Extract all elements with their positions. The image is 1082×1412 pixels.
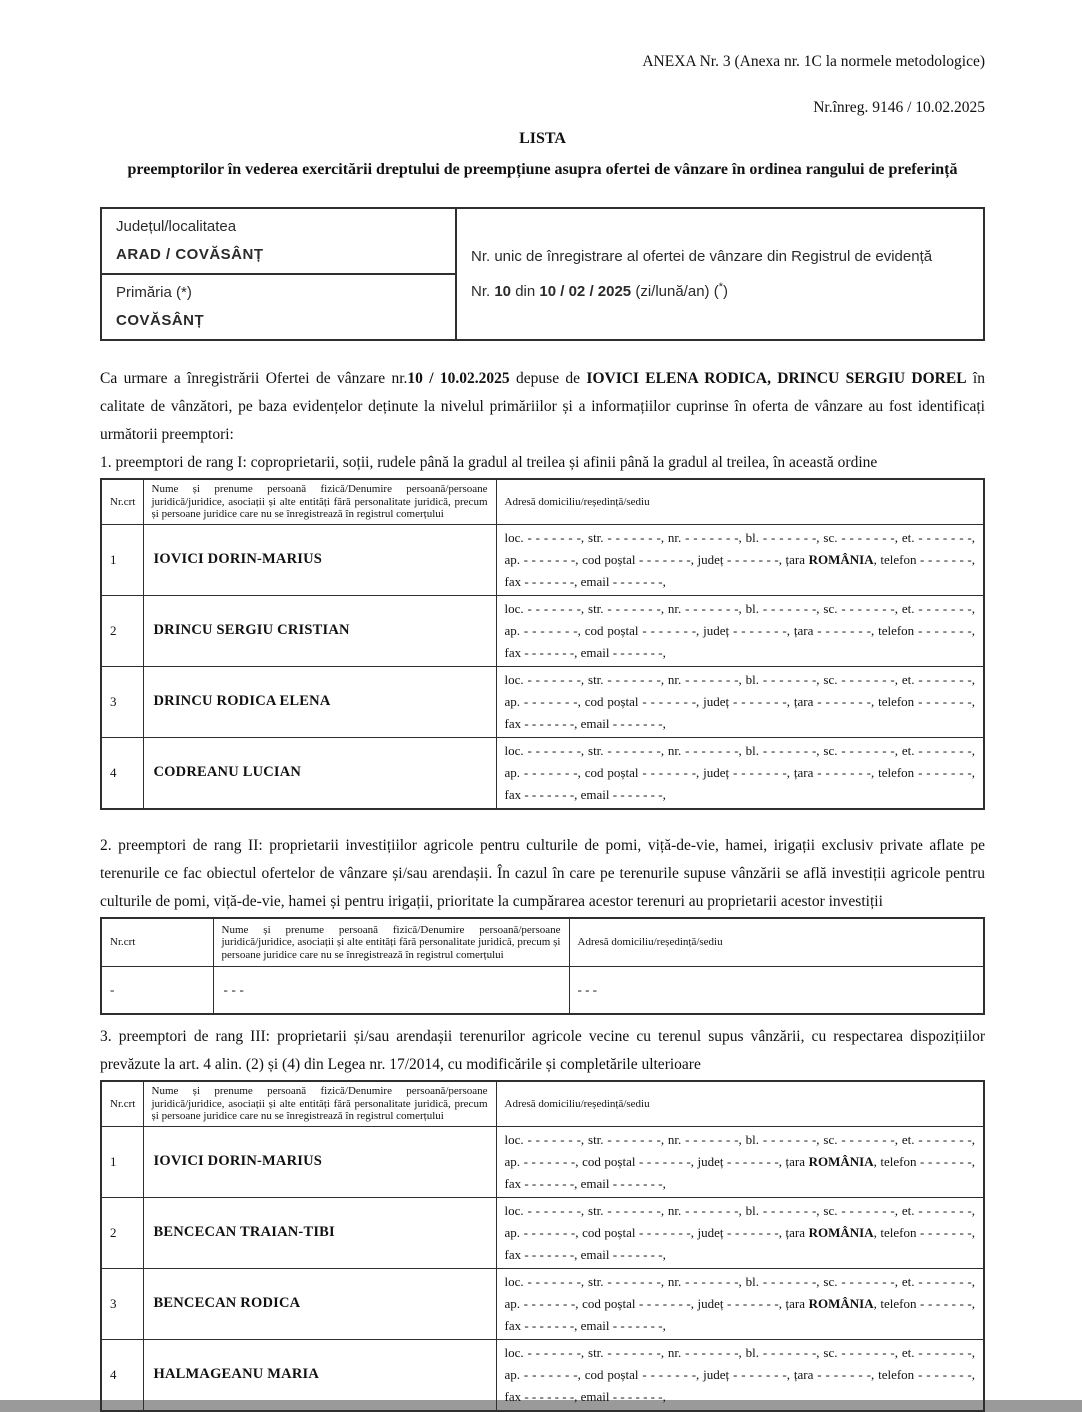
address-line-3: fax - - - - - - -, email - - - - - - -, <box>504 1317 666 1333</box>
row-number: 2 <box>101 595 143 666</box>
address-line-2 <box>505 1293 976 1315</box>
registration-info-table <box>100 207 985 341</box>
address-line-2-suffix: , telefon - - - - - - -, <box>873 1295 975 1311</box>
sellers-names: IOVICI ELENA RODICA, DRINCU SERGIU DOREL <box>586 370 967 387</box>
county-label: Județul/localitatea <box>116 218 237 235</box>
column-header-nr: Nr.crt <box>101 479 143 524</box>
unique-registration-text: Nr. unic de înregistrare al ofertei de vânzare din Registrul de evidență <box>471 248 933 265</box>
din-label: din <box>515 283 536 300</box>
preemptor-name: DRINCU SERGIU CRISTIAN <box>143 595 496 666</box>
rank2-header-row <box>101 918 984 967</box>
row-number: 4 <box>101 737 143 809</box>
cityhall-label: Primăria (*) <box>116 284 192 301</box>
registration-entry-line <box>471 273 969 306</box>
column-header-name: Nume și prenume persoană fizică/Denumire persoană/persoane juridică/juridice, asociații și alte entități fără personalitate juridică, precum și persoane juridice care nu se înregistrează în registrul comerțului <box>143 1081 496 1126</box>
rank2-row-empty <box>101 967 984 1015</box>
rank3-row-2 <box>101 1197 984 1268</box>
nr-value: 10 <box>494 283 512 300</box>
address-country: ROMÂNIA <box>808 1153 874 1169</box>
rank1-preemptors-table <box>100 478 985 810</box>
date-value: 10 / 02 / 2025 <box>539 283 632 300</box>
cityhall-cell <box>101 274 456 340</box>
address-line-1: loc. - - - - - - -, str. - - - - - - -, nr. - - - - - - -, bl. - - - - - - -, sc. - - - - - - -, et. - - - - - - -, <box>504 1344 975 1360</box>
section2-heading: 2. preemptori de rang II: proprietarii investițiilor agricole pentru culturile de pomi, viță-de-vie, hamei, irigații exclusiv private aflate pe terenurile ce fac obiectul ofertelor de vânzare și/sau arendașii. În cazul în care pe terenurile supuse vânzării se află investiții agricole pentru culturile de pomi, viță-de-vie, hamei și pentru irigații, prioritate la cumpărarea acestor terenuri au proprietarii acestor investiții <box>100 836 985 910</box>
address-line-2-prefix: ap. - - - - - - -, cod poștal - - - - - - -, județ - - - - - - -, țara <box>504 1224 809 1240</box>
footnote-close: ) <box>722 283 728 300</box>
address-country: ROMÂNIA <box>808 1295 874 1311</box>
section3-heading: 3. preemptori de rang III: proprietarii și/sau arendașii terenurilor agricole vecine cu terenul supus vânzării, cu respectarea dispozițiilor prevăzute la art. 4 alin. (2) și (4) din Legea nr. 17/2014, cu modificările și completările ulterioare <box>100 1028 985 1073</box>
preemptor-name: - - - <box>213 967 569 1015</box>
row-number: 4 <box>101 1339 143 1411</box>
address-line-3: fax - - - - - - -, email - - - - - - -, <box>504 786 666 802</box>
preemptor-address <box>496 1197 984 1268</box>
rank3-header-row <box>101 1081 984 1126</box>
row-number: 1 <box>101 1126 143 1197</box>
address-line-2 <box>505 1222 976 1244</box>
registration-number-line: Nr.înreg. 9146 / 10.02.2025 <box>813 99 985 116</box>
row-number: 2 <box>101 1197 143 1268</box>
address-country: - - - - - - - <box>817 622 871 638</box>
cityhall-value: COVĂSÂNȚ <box>116 312 205 329</box>
address-country: ROMÂNIA <box>808 551 874 567</box>
preemptor-name: CODREANU LUCIAN <box>143 737 496 809</box>
nr-label: Nr. <box>471 283 491 300</box>
address-line-2-prefix: ap. - - - - - - -, cod poștal - - - - - - -, județ - - - - - - -, țara <box>504 622 818 638</box>
date-hint: (zi/lună/an) ( <box>635 283 719 300</box>
preemptor-address <box>496 1268 984 1339</box>
address-line-1: loc. - - - - - - -, str. - - - - - - -, nr. - - - - - - -, bl. - - - - - - -, sc. - - - - - - -, et. - - - - - - -, <box>504 1273 975 1289</box>
preemptor-address <box>496 595 984 666</box>
address-line-2-prefix: ap. - - - - - - -, cod poștal - - - - - - -, județ - - - - - - -, țara <box>504 1153 809 1169</box>
address-line-2-suffix: , telefon - - - - - - -, <box>873 1153 975 1169</box>
address-line-2-suffix: , telefon - - - - - - -, <box>870 1366 975 1382</box>
rank3-row-4 <box>101 1339 984 1411</box>
address-country: - - - - - - - <box>817 693 871 709</box>
address-line-2-prefix: ap. - - - - - - -, cod poștal - - - - - - -, județ - - - - - - -, țara <box>504 551 809 567</box>
address-line-1: loc. - - - - - - -, str. - - - - - - -, nr. - - - - - - -, bl. - - - - - - -, sc. - - - - - - -, et. - - - - - - -, <box>504 1131 975 1147</box>
county-value: ARAD / COVĂSÂNȚ <box>116 246 264 263</box>
address-line-3: fax - - - - - - -, email - - - - - - -, <box>504 715 666 731</box>
row-number: 3 <box>101 666 143 737</box>
document-title: LISTA <box>519 130 566 147</box>
address-line-2 <box>505 762 976 784</box>
document-subtitle: preemptorilor în vederea exercitării dreptului de preempțiune asupra ofertei de vânzare în ordinea rangului de preferință <box>127 161 958 178</box>
column-header-nr: Nr.crt <box>101 1081 143 1126</box>
intro-mid: depuse de <box>509 370 587 387</box>
footnote-asterisk: * <box>718 281 723 293</box>
rank1-row-4 <box>101 737 984 809</box>
rank3-row-3 <box>101 1268 984 1339</box>
preemptor-name: HALMAGEANU MARIA <box>143 1339 496 1411</box>
intro-lead: Ca urmare a înregistrării Ofertei de vânzare nr. <box>100 370 408 387</box>
column-header-nr: Nr.crt <box>101 918 213 967</box>
preemptor-address <box>496 737 984 809</box>
address-line-1: loc. - - - - - - -, str. - - - - - - -, nr. - - - - - - -, bl. - - - - - - -, sc. - - - - - - -, et. - - - - - - -, <box>504 742 975 758</box>
address-line-3: fax - - - - - - -, email - - - - - - -, <box>504 573 666 589</box>
preemptor-address: - - - <box>569 967 984 1015</box>
county-cell <box>101 208 456 274</box>
column-header-address: Adresă domiciliu/reședință/sediu <box>569 918 984 967</box>
address-line-2-suffix: , telefon - - - - - - -, <box>870 622 975 638</box>
preemptor-name: BENCECAN RODICA <box>143 1268 496 1339</box>
column-header-name: Nume și prenume persoană fizică/Denumire persoană/persoane juridică/juridice, asociații și alte entități fără personalitate juridică, precum și persoane juridice care nu se înregistrează în registrul comerțului <box>143 479 496 524</box>
address-line-2-prefix: ap. - - - - - - -, cod poștal - - - - - - -, județ - - - - - - -, țara <box>504 693 818 709</box>
intro-tail: în calitate de vânzători, pe baza evidențelor deținute la nivelul primăriilor și a informațiilor cuprinse în oferta de vânzare au fost identificați următorii preemptori: <box>100 370 985 443</box>
address-line-2 <box>505 1151 976 1173</box>
address-line-2-prefix: ap. - - - - - - -, cod poștal - - - - - - -, județ - - - - - - -, țara <box>504 1295 809 1311</box>
preemptor-name: DRINCU RODICA ELENA <box>143 666 496 737</box>
rank1-row-1 <box>101 524 984 595</box>
address-line-2 <box>505 1364 976 1386</box>
address-line-1: loc. - - - - - - -, str. - - - - - - -, nr. - - - - - - -, bl. - - - - - - -, sc. - - - - - - -, et. - - - - - - -, <box>504 600 975 616</box>
preemptor-address <box>496 1339 984 1411</box>
address-line-2-prefix: ap. - - - - - - -, cod poștal - - - - - - -, județ - - - - - - -, țara <box>504 1366 818 1382</box>
preemptor-name: BENCECAN TRAIAN-TIBI <box>143 1197 496 1268</box>
address-line-2-suffix: , telefon - - - - - - -, <box>873 1224 975 1240</box>
address-country: - - - - - - - <box>817 1366 871 1382</box>
address-line-2-prefix: ap. - - - - - - -, cod poștal - - - - - - -, județ - - - - - - -, țara <box>504 764 818 780</box>
row-number: 3 <box>101 1268 143 1339</box>
address-line-3: fax - - - - - - -, email - - - - - - -, <box>504 1388 666 1404</box>
address-line-2 <box>505 549 976 571</box>
row-number: - <box>101 967 213 1015</box>
rank3-preemptors-table <box>100 1080 985 1412</box>
address-line-2-suffix: , telefon - - - - - - -, <box>870 764 975 780</box>
preemptor-name: IOVICI DORIN-MARIUS <box>143 1126 496 1197</box>
address-line-3: fax - - - - - - -, email - - - - - - -, <box>504 1175 666 1191</box>
annex-heading: ANEXA Nr. 3 (Anexa nr. 1C la normele metodologice) <box>642 53 985 70</box>
preemptor-address <box>496 1126 984 1197</box>
section1-heading: 1. preemptori de rang I: coproprietarii, soții, rudele până la gradul al treilea și afinii până la gradul al treilea, în această ordine <box>100 454 878 471</box>
address-line-2-suffix: , telefon - - - - - - -, <box>873 551 975 567</box>
address-line-1: loc. - - - - - - -, str. - - - - - - -, nr. - - - - - - -, bl. - - - - - - -, sc. - - - - - - -, et. - - - - - - -, <box>504 671 975 687</box>
intro-paragraph <box>100 365 985 449</box>
rank1-header-row <box>101 479 984 524</box>
column-header-address: Adresă domiciliu/reședință/sediu <box>496 1081 984 1126</box>
address-country: ROMÂNIA <box>808 1224 874 1240</box>
address-line-1: loc. - - - - - - -, str. - - - - - - -, nr. - - - - - - -, bl. - - - - - - -, sc. - - - - - - -, et. - - - - - - -, <box>504 529 975 545</box>
preemptor-address <box>496 524 984 595</box>
address-line-1: loc. - - - - - - -, str. - - - - - - -, nr. - - - - - - -, bl. - - - - - - -, sc. - - - - - - -, et. - - - - - - -, <box>504 1202 975 1218</box>
rank3-table-clip-region <box>100 1080 985 1404</box>
county-row <box>101 208 984 274</box>
address-line-2-suffix: , telefon - - - - - - -, <box>870 693 975 709</box>
column-header-address: Adresă domiciliu/reședință/sediu <box>496 479 984 524</box>
unique-registration-cell <box>456 208 984 340</box>
address-line-3: fax - - - - - - -, email - - - - - - -, <box>504 1246 666 1262</box>
rank2-preemptors-table <box>100 917 985 1016</box>
rank1-row-3 <box>101 666 984 737</box>
address-line-3: fax - - - - - - -, email - - - - - - -, <box>504 644 666 660</box>
address-country: - - - - - - - <box>817 764 871 780</box>
row-number: 1 <box>101 524 143 595</box>
preemptor-name: IOVICI DORIN-MARIUS <box>143 524 496 595</box>
offer-reference: 10 / 10.02.2025 <box>407 370 510 387</box>
column-header-name: Nume și prenume persoană fizică/Denumire persoană/persoane juridică/juridice, asociații și alte entități fără personalitate juridică, precum și persoane juridice care nu se înregistrează în registrul comerțului <box>213 918 569 967</box>
rank1-row-2 <box>101 595 984 666</box>
preemptor-address <box>496 666 984 737</box>
address-line-2 <box>505 620 976 642</box>
rank3-row-1 <box>101 1126 984 1197</box>
address-line-2 <box>505 691 976 713</box>
